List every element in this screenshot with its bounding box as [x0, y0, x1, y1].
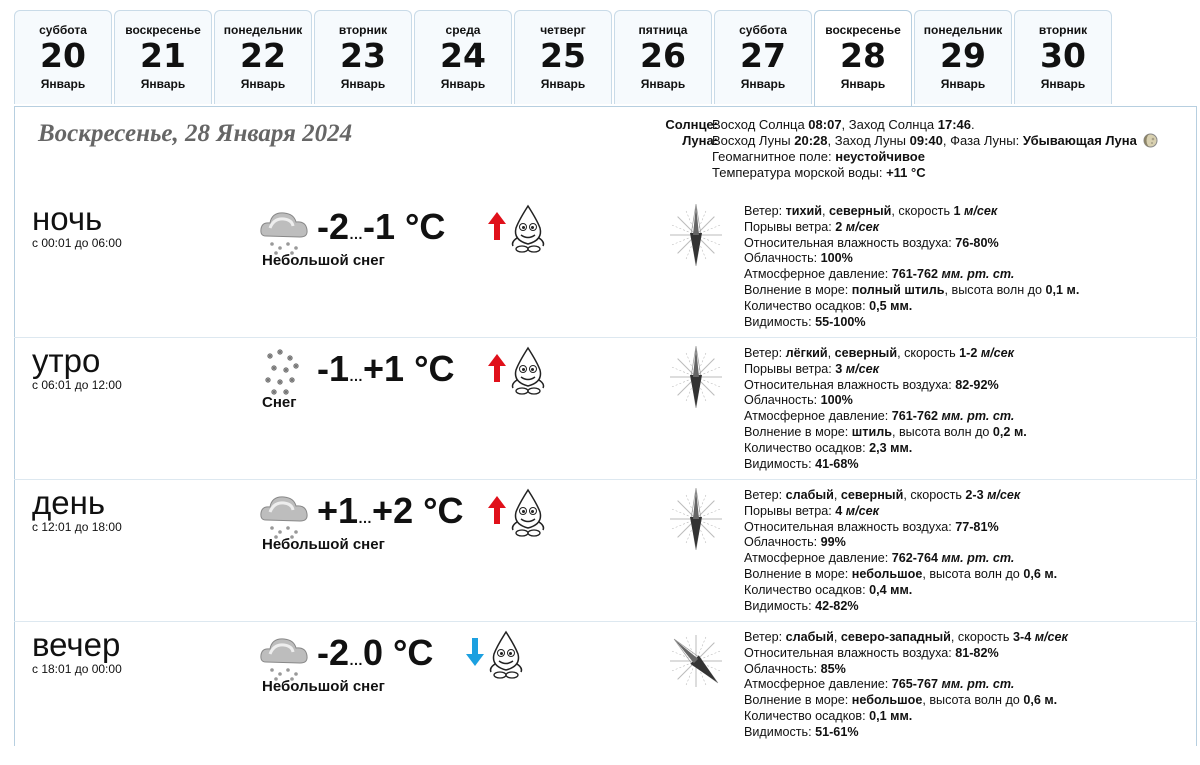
date-tab[interactable]: [314, 10, 412, 104]
tab-month: Январь: [840, 77, 886, 91]
tab-day-number: 25: [540, 36, 586, 75]
tab-weekday: суббота: [739, 23, 787, 37]
sea-temp-value: +11 °C: [886, 165, 926, 180]
temperature: -1…+1 °C: [317, 348, 455, 389]
moonset-time: 09:40: [909, 133, 943, 148]
tab-month: Январь: [1040, 77, 1086, 91]
sun-line: Восход Солнца 08:07, Заход Солнца 17:46.: [712, 117, 975, 132]
waves-line: Волнение в море: небольшое, высота волн до 0,6 м.: [744, 566, 1058, 581]
light-snow-icon: [258, 204, 310, 256]
waves-line: Волнение в море: небольшое, высота волн до 0,6 м.: [744, 693, 1058, 708]
trend-up-arrow-icon: [487, 494, 507, 526]
period-day: [32, 484, 1197, 623]
tab-day-number: 21: [140, 36, 186, 75]
tab-day-number: 24: [440, 36, 486, 75]
date-tab[interactable]: [214, 10, 312, 104]
gusts-line: Порывы ветра: 2 м/сек: [744, 219, 879, 234]
tab-month: Январь: [40, 77, 86, 91]
date-tab[interactable]: [614, 10, 712, 104]
snow-icon: [258, 346, 310, 398]
temperature: -2…-1 °C: [317, 206, 446, 247]
period-name: вечер: [32, 626, 121, 663]
wind-line: Ветер: слабый, северный, скорость 2-3 м/сек: [744, 488, 1021, 502]
period-time: с 00:01 до 06:00: [32, 236, 122, 250]
tab-month: Январь: [940, 77, 986, 91]
period-separator: [14, 337, 1197, 338]
cloud-line: Облачность: 100%: [744, 251, 853, 266]
tab-weekday: вторник: [1038, 23, 1088, 37]
wind-line: Ветер: тихий, северный, скорость 1 м/сек: [744, 204, 998, 218]
date-tab[interactable]: [714, 10, 812, 104]
trend-down-arrow-icon: [465, 636, 485, 668]
weather-condition: Небольшой снег: [262, 536, 385, 553]
precip-line: Количество осадков: 0,4 мм.: [744, 582, 913, 597]
weather-details: [744, 204, 1079, 330]
moon-label: Луна:: [682, 133, 718, 148]
pressure-line: Атмосферное давление: 765-767 мм. рт. ст.: [744, 677, 1015, 692]
wind-line: Ветер: слабый, северо-западный, скорость 3-4 м/сек: [744, 630, 1068, 644]
visibility-line: Видимость: 55-100%: [744, 314, 866, 329]
geomag-value: неустойчивое: [835, 149, 925, 164]
sun-label: Солнце:: [665, 117, 718, 132]
tab-weekday: воскресенье: [125, 23, 201, 37]
tab-day-number: 29: [940, 36, 986, 75]
mascot-drop-icon: [507, 488, 549, 538]
tab-month: Январь: [640, 77, 686, 91]
tab-day-number: 22: [240, 36, 286, 75]
weather-details: [744, 346, 1027, 472]
tab-day-number: 20: [40, 36, 86, 75]
weather-condition: Небольшой снег: [262, 678, 385, 695]
wind-line: Ветер: лёгкий, северный, скорость 1-2 м/сек: [744, 346, 1015, 360]
weather-details: [744, 630, 1068, 741]
sunset-time: 17:46: [937, 117, 972, 132]
humidity-line: Относительная влажность воздуха: 77-81%: [744, 519, 999, 534]
moonrise-time: 20:28: [794, 133, 828, 148]
tab-day-number: 26: [640, 36, 686, 75]
wind-rose-icon: [666, 342, 726, 412]
moon-phase: Убывающая Луна: [1022, 133, 1137, 148]
trend-up-arrow-icon: [487, 210, 507, 242]
period-time: с 12:01 до 18:00: [32, 520, 122, 534]
gusts-line: Порывы ветра: 4 м/сек: [744, 503, 879, 518]
tab-month: Январь: [440, 77, 486, 91]
tab-day-number: 23: [340, 36, 386, 75]
tab-weekday: понедельник: [923, 23, 1003, 37]
date-tab[interactable]: [14, 10, 112, 104]
humidity-line: Относительная влажность воздуха: 81-82%: [744, 645, 999, 660]
wind-rose-icon: [666, 484, 726, 554]
tab-weekday: пятница: [638, 23, 688, 37]
geomag-line: Геомагнитное поле: неустойчивое: [712, 149, 925, 164]
mascot-drop-icon: [507, 346, 549, 396]
tab-day-number: 30: [1040, 36, 1086, 75]
visibility-line: Видимость: 51-61%: [744, 724, 859, 739]
wind-rose-icon: [666, 626, 726, 696]
tab-month: Январь: [540, 77, 586, 91]
tab-weekday: вторник: [338, 23, 388, 37]
date-tab[interactable]: [514, 10, 612, 104]
page-title: Воскресенье, 28 Января 2024: [38, 120, 353, 147]
tab-weekday: понедельник: [223, 23, 303, 37]
sun-moon-info: [648, 117, 718, 149]
tab-day-number: 28: [840, 36, 886, 75]
date-tab[interactable]: [414, 10, 512, 104]
tab-month: Январь: [340, 77, 386, 91]
date-tab[interactable]: [814, 10, 912, 107]
visibility-line: Видимость: 42-82%: [744, 598, 859, 613]
tab-weekday: суббота: [39, 23, 87, 37]
date-tab[interactable]: [914, 10, 1012, 104]
cloud-line: Облачность: 100%: [744, 393, 853, 408]
period-separator: [14, 479, 1197, 480]
waves-line: Волнение в море: полный штиль, высота волн до 0,1 м.: [744, 282, 1080, 297]
humidity-line: Относительная влажность воздуха: 76-80%: [744, 235, 999, 250]
precip-line: Количество осадков: 0,1 мм.: [744, 708, 913, 723]
cloud-line: Облачность: 85%: [744, 661, 846, 676]
tab-day-number: 27: [740, 36, 786, 75]
mascot-drop-icon: [485, 630, 527, 680]
temperature: +1…+2 °C: [317, 490, 464, 531]
tab-weekday: четверг: [540, 23, 586, 37]
light-snow-icon: [258, 488, 310, 540]
period-evening: [32, 626, 1197, 765]
weather-condition: Снег: [262, 394, 297, 411]
visibility-line: Видимость: 41-68%: [744, 456, 859, 471]
gusts-line: Порывы ветра: 3 м/сек: [744, 361, 879, 376]
period-name: ночь: [32, 200, 103, 237]
tab-weekday: среда: [445, 23, 481, 37]
weather-condition: Небольшой снег: [262, 252, 385, 269]
period-name: день: [32, 484, 106, 521]
sea-temp-line: Температура морской воды: +11 °C: [712, 165, 926, 180]
humidity-line: Относительная влажность воздуха: 82-92%: [744, 377, 999, 392]
cloud-line: Облачность: 99%: [744, 535, 846, 550]
pressure-line: Атмосферное давление: 762-764 мм. рт. ст.: [744, 551, 1015, 566]
date-tab[interactable]: [1014, 10, 1112, 104]
waves-line: Волнение в море: штиль, высота волн до 0,2 м.: [744, 424, 1027, 439]
precip-line: Количество осадков: 0,5 мм.: [744, 298, 913, 313]
period-night: [32, 200, 1197, 339]
wind-rose-icon: [666, 200, 726, 270]
date-tabs: [14, 10, 1200, 106]
pressure-line: Атмосферное давление: 761-762 мм. рт. ст.: [744, 409, 1015, 424]
period-time: с 06:01 до 12:00: [32, 378, 122, 392]
light-snow-icon: [258, 630, 310, 682]
tab-month: Январь: [740, 77, 786, 91]
moon-line: Восход Луны 20:28, Заход Луны 09:40, Фаза Луны: Убывающая Луна: [712, 133, 1158, 149]
precip-line: Количество осадков: 2,3 мм.: [744, 440, 913, 455]
astro-details: [712, 117, 1158, 181]
date-tab[interactable]: [114, 10, 212, 104]
period-name: утро: [32, 342, 101, 379]
weather-details: [744, 488, 1057, 614]
tab-weekday: воскресенье: [825, 23, 901, 37]
sunrise-time: 08:07: [808, 117, 842, 132]
temperature: -2…0 °C: [317, 632, 434, 673]
pressure-line: Атмосферное давление: 761-762 мм. рт. ст.: [744, 267, 1015, 282]
tab-month: Январь: [240, 77, 286, 91]
trend-up-arrow-icon: [487, 352, 507, 384]
moon-phase-icon: [1143, 133, 1158, 148]
tab-month: Январь: [140, 77, 186, 91]
period-morning: [32, 342, 1197, 481]
period-separator: [14, 621, 1197, 622]
period-time: с 18:01 до 00:00: [32, 662, 122, 676]
mascot-drop-icon: [507, 204, 549, 254]
